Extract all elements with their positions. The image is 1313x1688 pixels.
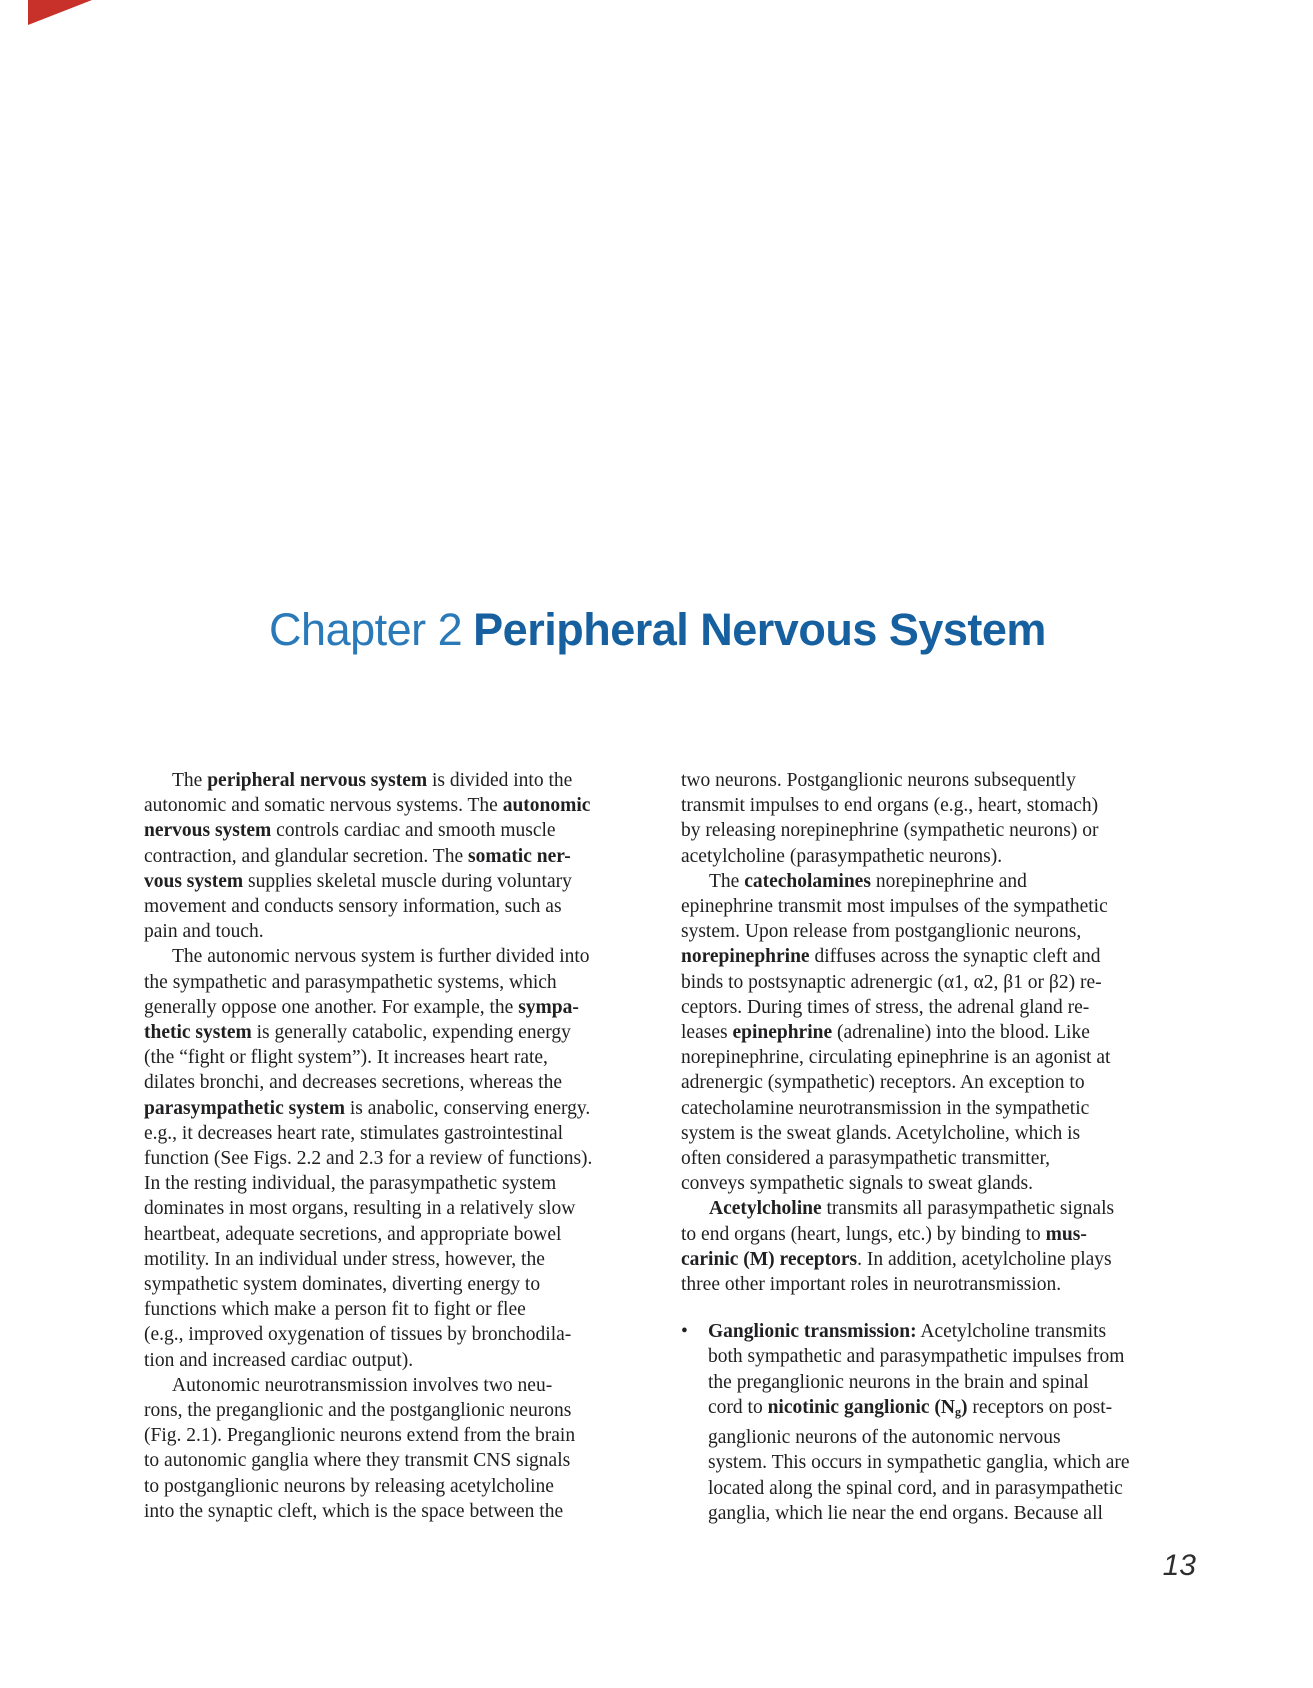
text-line: by releasing norepinephrine (sympathetic neurons) or [681, 820, 1099, 842]
text-line: pain and touch. [144, 921, 264, 943]
text-line: ceptors. During times of stress, the adrenal gland re- [681, 996, 1090, 1018]
text-line: conveys sympathetic signals to sweat glands. [681, 1173, 1034, 1195]
text-line: rons, the preganglionic and the postganglionic neurons [144, 1400, 572, 1422]
text-line: movement and conducts sensory information, such as [144, 896, 562, 918]
text-line: The autonomic nervous system is further divided into [172, 946, 590, 968]
chapter-title [135, 604, 1180, 656]
text-line: functions which make a person fit to fight or flee [144, 1299, 526, 1321]
text-line: e.g., it decreases heart rate, stimulates gastrointestinal [144, 1122, 564, 1144]
text-line: located along the spinal cord, and in parasympathetic [708, 1477, 1123, 1499]
text-line: dominates in most organs, resulting in a relatively slow [144, 1198, 576, 1220]
text-line: system. Upon release from postganglionic neurons, [681, 921, 1082, 943]
chapter-name-label: Peripheral Nervous System [473, 604, 1046, 655]
text-line: the sympathetic and parasympathetic systems, which [144, 971, 557, 993]
text-line: epinephrine transmit most impulses of the sympathetic [681, 896, 1108, 918]
text-line: two neurons. Postganglionic neurons subsequently [681, 770, 1076, 791]
text-line: to end organs (heart, lungs, etc.) by binding to mus- [681, 1223, 1087, 1245]
red-corner-mark [28, 0, 92, 25]
left-text-column [144, 768, 669, 1524]
text-line: function (See Figs. 2.2 and 2.3 for a review of functions). [144, 1148, 593, 1170]
text-line: the preganglionic neurons in the brain and spinal [708, 1371, 1089, 1393]
text-line: often considered a parasympathetic transmitter, [681, 1148, 1051, 1170]
text-line: acetylcholine (parasympathetic neurons). [681, 845, 1003, 867]
text-line: both sympathetic and parasympathetic impulses from [708, 1346, 1125, 1368]
text-line: vous system supplies skeletal muscle during voluntary [144, 870, 572, 892]
text-line: parasympathetic system is anabolic, conserving energy. [144, 1097, 591, 1119]
text-line: dilates bronchi, and decreases secretions, whereas the [144, 1072, 562, 1094]
text-line: (e.g., improved oxygenation of tissues by bronchodila- [144, 1324, 572, 1346]
text-line: system is the sweat glands. Acetylcholine, which is [681, 1122, 1081, 1144]
text-line: generally oppose one another. For example, the sympa- [144, 996, 579, 1018]
text-line: system. This occurs in sympathetic ganglia, which are [708, 1452, 1130, 1474]
text-line: cord to nicotinic ganglionic $(N_g)$ receptors on post- [708, 1396, 1113, 1419]
text-line: sympathetic system dominates, diverting energy to [144, 1274, 541, 1296]
text-line: binds to postsynaptic adrenergic (α1, α2, β1 or β2) re- [681, 971, 1102, 993]
right-text-column [681, 768, 1206, 1526]
text-line: nervous system controls cardiac and smooth muscle [144, 820, 556, 842]
text-line: Autonomic neurotransmission involves two neu- [172, 1374, 553, 1396]
text-line: leases epinephrine (adrenaline) into the blood. Like [681, 1022, 1090, 1044]
text-line: (the “fight or flight system”). It increases heart rate, [144, 1047, 548, 1069]
text-line: In the resting individual, the parasympathetic system [144, 1173, 557, 1195]
text-line: tion and increased cardiac output). [144, 1349, 414, 1371]
text-line: • Ganglionic transmission: Acetylcholine transmits [681, 1321, 1107, 1343]
page-number: 13 [1162, 1549, 1196, 1582]
text-line: norepinephrine diffuses across the synaptic cleft and [681, 946, 1101, 968]
text-line: Acetylcholine transmits all parasympathetic signals [709, 1198, 1115, 1220]
text-line: carinic (M) receptors. In addition, acetylcholine plays [681, 1248, 1112, 1270]
text-line: norepinephrine, circulating epinephrine is an agonist at [681, 1047, 1111, 1069]
text-line: catecholamine neurotransmission in the sympathetic [681, 1097, 1090, 1119]
text-line: transmit impulses to end organs (e.g., heart, stomach) [681, 795, 1099, 817]
text-line: to autonomic ganglia where they transmit CNS signals [144, 1450, 571, 1472]
text-line: motility. In an individual under stress, however, the [144, 1248, 545, 1270]
text-line: The peripheral nervous system is divided into the [172, 770, 573, 791]
text-line: heartbeat, adequate secretions, and appropriate bowel [144, 1223, 562, 1245]
text-line: ganglionic neurons of the autonomic nervous [708, 1427, 1061, 1449]
text-line: (Fig. 2.1). Preganglionic neurons extend from the brain [144, 1425, 576, 1447]
chapter-number-label: Chapter 2 [269, 604, 463, 655]
text-line: ganglia, which lie near the end organs. Because all [708, 1502, 1103, 1524]
text-line: thetic system is generally catabolic, expending energy [144, 1022, 571, 1044]
text-line: three other important roles in neurotransmission. [681, 1274, 1062, 1296]
text-line: contraction, and glandular secretion. The somatic ner- [144, 845, 571, 867]
text-line: into the synaptic cleft, which is the space between the [144, 1500, 564, 1522]
text-line: to postganglionic neurons by releasing acetylcholine [144, 1475, 554, 1497]
text-line: autonomic and somatic nervous systems. The autonomic [144, 795, 591, 817]
text-line: The catecholamines norepinephrine and [709, 870, 1027, 892]
text-line: adrenergic (sympathetic) receptors. An exception to [681, 1072, 1085, 1094]
